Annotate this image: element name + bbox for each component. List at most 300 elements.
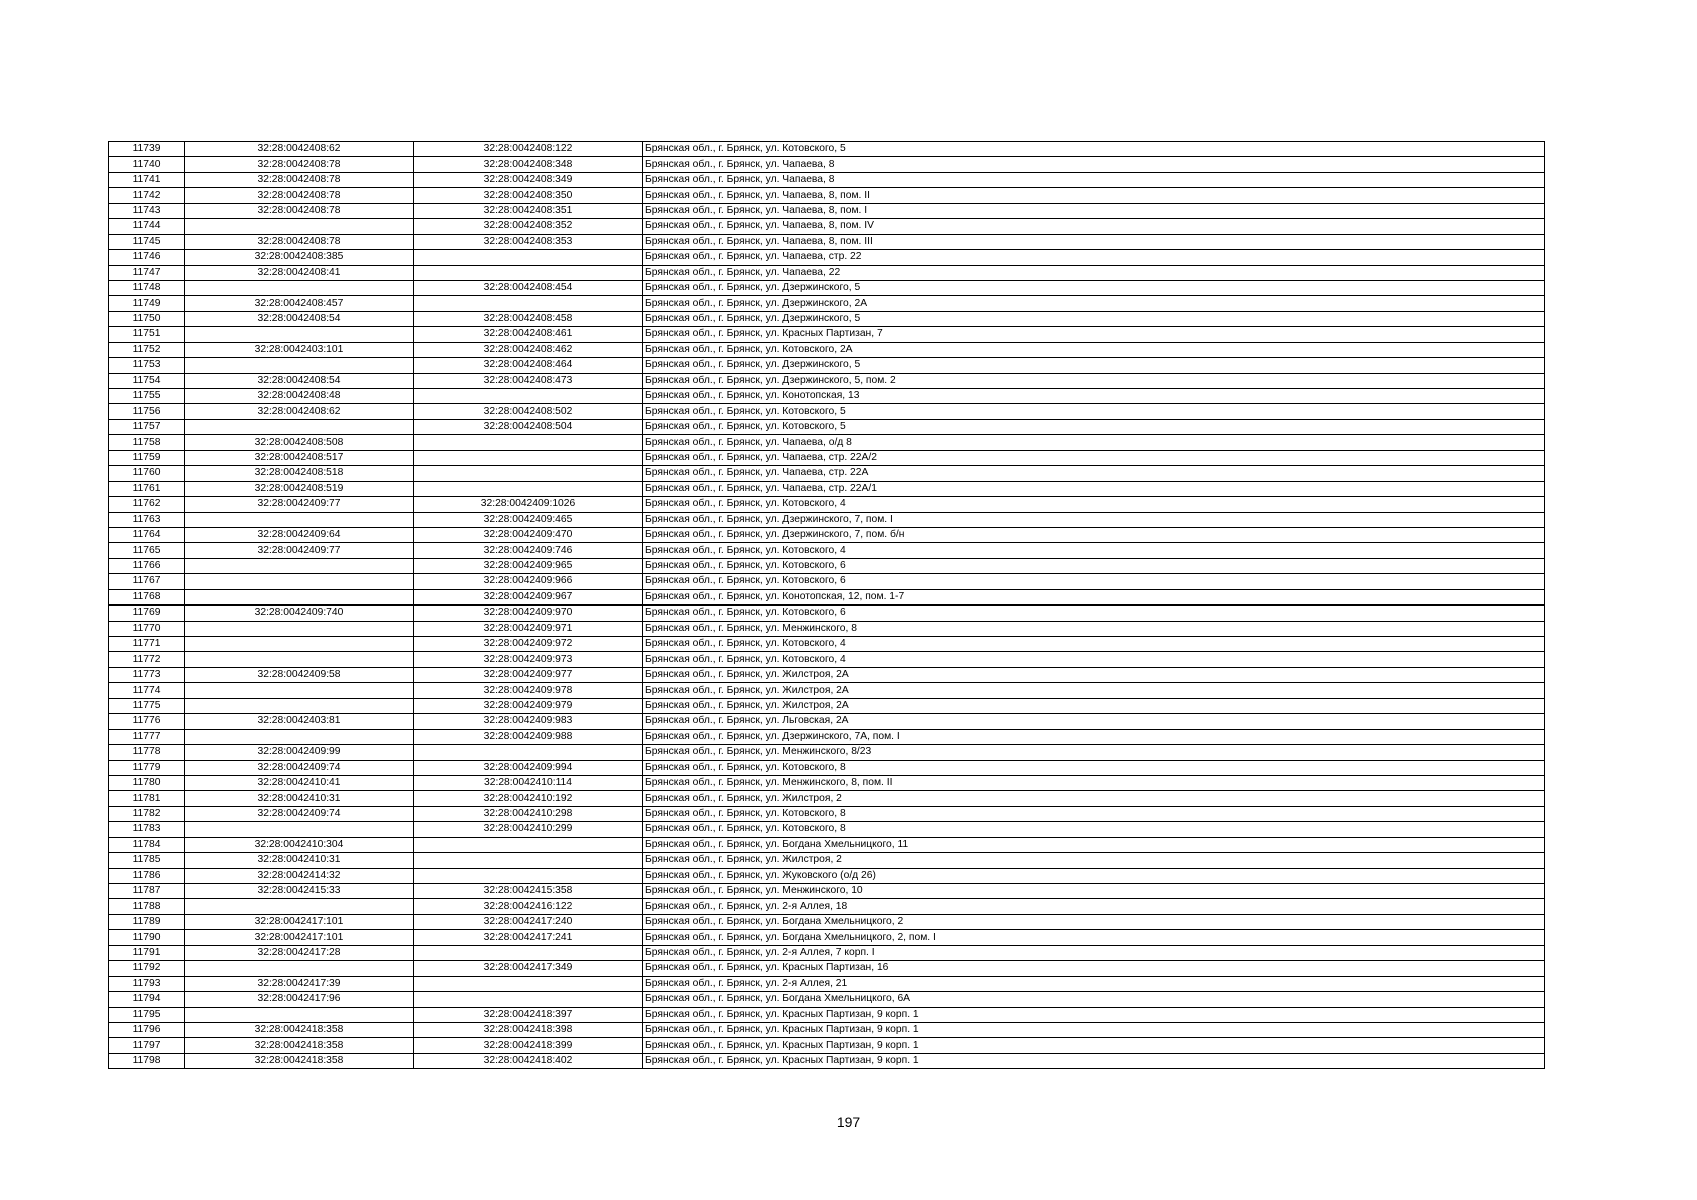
table-row [109, 745, 1545, 760]
object-number-cell: 32:28:0042409:966 [414, 574, 643, 589]
row-number-cell: 11751 [109, 327, 185, 342]
table-row [109, 714, 1545, 729]
table-row [109, 589, 1545, 605]
address-cell: Брянская обл., г. Брянск, ул. Котовского, 8 [643, 760, 1545, 775]
object-number-cell: 32:28:0042418:402 [414, 1053, 643, 1068]
table-row [109, 976, 1545, 991]
table-row [109, 419, 1545, 434]
address-cell: Брянская обл., г. Брянск, ул. Жилстроя, 2А [643, 667, 1545, 682]
address-cell: Брянская обл., г. Брянск, ул. Чапаева, 8, пом. II [643, 188, 1545, 203]
address-cell: Брянская обл., г. Брянск, ул. Чапаева, 8, пом. I [643, 203, 1545, 218]
object-number-cell: 32:28:0042409:983 [414, 714, 643, 729]
row-number-cell: 11775 [109, 698, 185, 713]
object-number-cell [414, 745, 643, 760]
address-cell: Брянская обл., г. Брянск, ул. Конотопская, 13 [643, 389, 1545, 404]
table-row [109, 698, 1545, 713]
address-cell: Брянская обл., г. Брянск, ул. Менжинского, 8, пом. II [643, 775, 1545, 790]
table-row [109, 1007, 1545, 1022]
object-number-cell [414, 435, 643, 450]
object-number-cell [414, 250, 643, 265]
row-number-cell: 11753 [109, 358, 185, 373]
table-row [109, 868, 1545, 883]
row-number-cell: 11763 [109, 512, 185, 527]
row-number-cell: 11767 [109, 574, 185, 589]
row-number-cell: 11765 [109, 543, 185, 558]
parcel-number-cell: 32:28:0042409:64 [185, 527, 414, 542]
row-number-cell: 11758 [109, 435, 185, 450]
object-number-cell: 32:28:0042408:351 [414, 203, 643, 218]
parcel-number-cell [185, 899, 414, 914]
parcel-number-cell [185, 683, 414, 698]
row-number-cell: 11794 [109, 992, 185, 1007]
parcel-number-cell: 32:28:0042408:48 [185, 389, 414, 404]
parcel-number-cell [185, 358, 414, 373]
address-cell: Брянская обл., г. Брянск, ул. Котовского, 2А [643, 342, 1545, 357]
table-row [109, 527, 1545, 542]
parcel-number-cell: 32:28:0042418:358 [185, 1022, 414, 1037]
address-cell: Брянская обл., г. Брянск, ул. Дзержинского, 2А [643, 296, 1545, 311]
row-number-cell: 11755 [109, 389, 185, 404]
row-number-cell: 11754 [109, 373, 185, 388]
parcel-number-cell: 32:28:0042417:96 [185, 992, 414, 1007]
parcel-number-cell: 32:28:0042409:74 [185, 806, 414, 821]
object-number-cell: 32:28:0042408:462 [414, 342, 643, 357]
address-cell: Брянская обл., г. Брянск, ул. Льговская, 2А [643, 714, 1545, 729]
address-cell: Брянская обл., г. Брянск, ул. Котовского, 4 [643, 543, 1545, 558]
table-row [109, 899, 1545, 914]
object-number-cell: 32:28:0042408:461 [414, 327, 643, 342]
object-number-cell: 32:28:0042415:358 [414, 884, 643, 899]
object-number-cell [414, 389, 643, 404]
table-row [109, 219, 1545, 234]
address-cell: Брянская обл., г. Брянск, ул. 2-я Аллея, 18 [643, 899, 1545, 914]
address-cell: Брянская обл., г. Брянск, ул. Жуковского (о/д 26) [643, 868, 1545, 883]
object-number-cell: 32:28:0042409:977 [414, 667, 643, 682]
address-cell: Брянская обл., г. Брянск, ул. Котовского, 4 [643, 652, 1545, 667]
parcel-number-cell: 32:28:0042417:101 [185, 914, 414, 929]
row-number-cell: 11798 [109, 1053, 185, 1068]
row-number-cell: 11781 [109, 791, 185, 806]
table-row [109, 373, 1545, 388]
row-number-cell: 11759 [109, 450, 185, 465]
row-number-cell: 11797 [109, 1038, 185, 1053]
address-cell: Брянская обл., г. Брянск, ул. Менжинского, 10 [643, 884, 1545, 899]
table-row [109, 637, 1545, 652]
parcel-number-cell [185, 729, 414, 744]
table-row [109, 1038, 1545, 1053]
parcel-number-cell: 32:28:0042408:62 [185, 142, 414, 157]
row-number-cell: 11771 [109, 637, 185, 652]
parcel-number-cell: 32:28:0042408:457 [185, 296, 414, 311]
table-row [109, 775, 1545, 790]
row-number-cell: 11769 [109, 605, 185, 621]
address-cell: Брянская обл., г. Брянск, ул. Жилстроя, 2А [643, 683, 1545, 698]
row-number-cell: 11760 [109, 466, 185, 481]
row-number-cell: 11761 [109, 481, 185, 496]
row-number-cell: 11785 [109, 853, 185, 868]
parcel-number-cell [185, 419, 414, 434]
row-number-cell: 11774 [109, 683, 185, 698]
row-number-cell: 11788 [109, 899, 185, 914]
row-number-cell: 11741 [109, 172, 185, 187]
address-cell: Брянская обл., г. Брянск, ул. Дзержинского, 7А, пом. I [643, 729, 1545, 744]
address-cell: Брянская обл., г. Брянск, ул. Дзержинского, 7, пом. б/н [643, 527, 1545, 542]
table-row [109, 683, 1545, 698]
object-number-cell: 32:28:0042418:397 [414, 1007, 643, 1022]
row-number-cell: 11777 [109, 729, 185, 744]
parcel-number-cell: 32:28:0042408:41 [185, 265, 414, 280]
parcel-number-cell [185, 822, 414, 837]
table-row [109, 884, 1545, 899]
address-cell: Брянская обл., г. Брянск, ул. Котовского, 5 [643, 404, 1545, 419]
parcel-number-cell: 32:28:0042408:78 [185, 234, 414, 249]
parcel-number-cell: 32:28:0042408:78 [185, 172, 414, 187]
address-cell: Брянская обл., г. Брянск, ул. Богдана Хмельницкого, 2, пом. I [643, 930, 1545, 945]
address-cell: Брянская обл., г. Брянск, ул. Котовского, 4 [643, 497, 1545, 512]
table-row [109, 296, 1545, 311]
registry-table-body [109, 142, 1545, 1069]
address-cell: Брянская обл., г. Брянск, ул. 2-я Аллея, 7 корп. I [643, 945, 1545, 960]
parcel-number-cell: 32:28:0042418:358 [185, 1038, 414, 1053]
parcel-number-cell: 32:28:0042408:78 [185, 188, 414, 203]
row-number-cell: 11780 [109, 775, 185, 790]
parcel-number-cell [185, 589, 414, 605]
object-number-cell [414, 837, 643, 852]
row-number-cell: 11773 [109, 667, 185, 682]
row-number-cell: 11743 [109, 203, 185, 218]
address-cell: Брянская обл., г. Брянск, ул. Котовского, 8 [643, 806, 1545, 821]
address-cell: Брянская обл., г. Брянск, ул. Чапаева, 8 [643, 157, 1545, 172]
address-cell: Брянская обл., г. Брянск, ул. Чапаева, 8, пом. IV [643, 219, 1545, 234]
parcel-number-cell: 32:28:0042409:77 [185, 497, 414, 512]
parcel-number-cell: 32:28:0042410:31 [185, 791, 414, 806]
table-row [109, 188, 1545, 203]
address-cell: Брянская обл., г. Брянск, ул. Чапаева, стр. 22А [643, 466, 1545, 481]
table-row [109, 481, 1545, 496]
row-number-cell: 11795 [109, 1007, 185, 1022]
row-number-cell: 11796 [109, 1022, 185, 1037]
object-number-cell: 32:28:0042408:504 [414, 419, 643, 434]
table-row [109, 729, 1545, 744]
row-number-cell: 11744 [109, 219, 185, 234]
table-row [109, 280, 1545, 295]
address-cell: Брянская обл., г. Брянск, ул. Чапаева, о/д 8 [643, 435, 1545, 450]
row-number-cell: 11756 [109, 404, 185, 419]
address-cell: Брянская обл., г. Брянск, ул. Красных Партизан, 16 [643, 961, 1545, 976]
table-row [109, 466, 1545, 481]
parcel-number-cell: 32:28:0042408:78 [185, 203, 414, 218]
row-number-cell: 11776 [109, 714, 185, 729]
table-row [109, 930, 1545, 945]
parcel-number-cell [185, 280, 414, 295]
address-cell: Брянская обл., г. Брянск, ул. Красных Партизан, 7 [643, 327, 1545, 342]
object-number-cell: 32:28:0042409:978 [414, 683, 643, 698]
table-row [109, 342, 1545, 357]
address-cell: Брянская обл., г. Брянск, ул. Котовского, 6 [643, 574, 1545, 589]
registry-table [108, 141, 1545, 1069]
row-number-cell: 11766 [109, 558, 185, 573]
address-cell: Брянская обл., г. Брянск, ул. Дзержинского, 5 [643, 280, 1545, 295]
parcel-number-cell: 32:28:0042409:99 [185, 745, 414, 760]
parcel-number-cell [185, 652, 414, 667]
object-number-cell: 32:28:0042410:114 [414, 775, 643, 790]
address-cell: Брянская обл., г. Брянск, ул. Дзержинского, 5 [643, 311, 1545, 326]
parcel-number-cell: 32:28:0042408:54 [185, 311, 414, 326]
object-number-cell: 32:28:0042409:746 [414, 543, 643, 558]
row-number-cell: 11764 [109, 527, 185, 542]
parcel-number-cell: 32:28:0042417:28 [185, 945, 414, 960]
object-number-cell: 32:28:0042409:965 [414, 558, 643, 573]
object-number-cell: 32:28:0042409:967 [414, 589, 643, 605]
parcel-number-cell: 32:28:0042410:41 [185, 775, 414, 790]
table-row [109, 1022, 1545, 1037]
row-number-cell: 11772 [109, 652, 185, 667]
table-row [109, 389, 1545, 404]
row-number-cell: 11791 [109, 945, 185, 960]
table-row [109, 512, 1545, 527]
row-number-cell: 11742 [109, 188, 185, 203]
object-number-cell: 32:28:0042409:470 [414, 527, 643, 542]
address-cell: Брянская обл., г. Брянск, ул. Котовского, 8 [643, 822, 1545, 837]
address-cell: Брянская обл., г. Брянск, ул. Котовского, 4 [643, 637, 1545, 652]
table-row [109, 358, 1545, 373]
parcel-number-cell: 32:28:0042417:101 [185, 930, 414, 945]
object-number-cell: 32:28:0042416:122 [414, 899, 643, 914]
address-cell: Брянская обл., г. Брянск, ул. Чапаева, стр. 22А/1 [643, 481, 1545, 496]
row-number-cell: 11752 [109, 342, 185, 357]
object-number-cell: 32:28:0042408:464 [414, 358, 643, 373]
table-row [109, 311, 1545, 326]
object-number-cell: 32:28:0042409:988 [414, 729, 643, 744]
row-number-cell: 11757 [109, 419, 185, 434]
parcel-number-cell: 32:28:0042415:33 [185, 884, 414, 899]
address-cell: Брянская обл., г. Брянск, ул. Красных Партизан, 9 корп. 1 [643, 1007, 1545, 1022]
row-number-cell: 11778 [109, 745, 185, 760]
table-row [109, 234, 1545, 249]
address-cell: Брянская обл., г. Брянск, ул. Красных Партизан, 9 корп. 1 [643, 1022, 1545, 1037]
table-row [109, 558, 1545, 573]
object-number-cell: 32:28:0042409:971 [414, 621, 643, 636]
row-number-cell: 11740 [109, 157, 185, 172]
object-number-cell: 32:28:0042409:465 [414, 512, 643, 527]
table-row [109, 652, 1545, 667]
table-row [109, 327, 1545, 342]
object-number-cell: 32:28:0042408:458 [414, 311, 643, 326]
row-number-cell: 11784 [109, 837, 185, 852]
table-row [109, 806, 1545, 821]
object-number-cell: 32:28:0042408:353 [414, 234, 643, 249]
address-cell: Брянская обл., г. Брянск, ул. Конотопская, 12, пом. 1-7 [643, 589, 1545, 605]
object-number-cell: 32:28:0042409:973 [414, 652, 643, 667]
table-row [109, 791, 1545, 806]
table-row [109, 605, 1545, 621]
table-row [109, 837, 1545, 852]
address-cell: Брянская обл., г. Брянск, ул. Жилстроя, 2А [643, 698, 1545, 713]
row-number-cell: 11739 [109, 142, 185, 157]
object-number-cell: 32:28:0042417:349 [414, 961, 643, 976]
parcel-number-cell [185, 961, 414, 976]
parcel-number-cell: 32:28:0042403:81 [185, 714, 414, 729]
table-row [109, 142, 1545, 157]
parcel-number-cell: 32:28:0042409:58 [185, 667, 414, 682]
object-number-cell: 32:28:0042408:122 [414, 142, 643, 157]
address-cell: Брянская обл., г. Брянск, ул. Чапаева, стр. 22 [643, 250, 1545, 265]
object-number-cell: 32:28:0042410:298 [414, 806, 643, 821]
table-row [109, 157, 1545, 172]
object-number-cell: 32:28:0042409:972 [414, 637, 643, 652]
row-number-cell: 11748 [109, 280, 185, 295]
address-cell: Брянская обл., г. Брянск, ул. Богдана Хмельницкого, 6А [643, 992, 1545, 1007]
object-number-cell: 32:28:0042410:299 [414, 822, 643, 837]
parcel-number-cell: 32:28:0042408:508 [185, 435, 414, 450]
address-cell: Брянская обл., г. Брянск, ул. Богдана Хмельницкого, 2 [643, 914, 1545, 929]
parcel-number-cell: 32:28:0042410:31 [185, 853, 414, 868]
object-number-cell: 32:28:0042418:398 [414, 1022, 643, 1037]
row-number-cell: 11792 [109, 961, 185, 976]
table-row [109, 203, 1545, 218]
row-number-cell: 11783 [109, 822, 185, 837]
parcel-number-cell: 32:28:0042408:519 [185, 481, 414, 496]
object-number-cell: 32:28:0042409:979 [414, 698, 643, 713]
page-number: 197 [836, 1114, 861, 1130]
row-number-cell: 11779 [109, 760, 185, 775]
object-number-cell: 32:28:0042417:240 [414, 914, 643, 929]
parcel-number-cell [185, 637, 414, 652]
row-number-cell: 11786 [109, 868, 185, 883]
object-number-cell: 32:28:0042409:1026 [414, 497, 643, 512]
object-number-cell [414, 450, 643, 465]
address-cell: Брянская обл., г. Брянск, ул. Котовского, 5 [643, 419, 1545, 434]
object-number-cell: 32:28:0042409:970 [414, 605, 643, 621]
table-row [109, 760, 1545, 775]
parcel-number-cell: 32:28:0042403:101 [185, 342, 414, 357]
object-number-cell [414, 296, 643, 311]
parcel-number-cell: 32:28:0042409:740 [185, 605, 414, 621]
parcel-number-cell [185, 327, 414, 342]
table-row [109, 992, 1545, 1007]
table-row [109, 435, 1545, 450]
parcel-number-cell: 32:28:0042408:54 [185, 373, 414, 388]
object-number-cell: 32:28:0042418:399 [414, 1038, 643, 1053]
address-cell: Брянская обл., г. Брянск, ул. Менжинского, 8/23 [643, 745, 1545, 760]
table-row [109, 450, 1545, 465]
parcel-number-cell [185, 1007, 414, 1022]
table-row [109, 404, 1545, 419]
address-cell: Брянская обл., г. Брянск, ул. Дзержинского, 5, пом. 2 [643, 373, 1545, 388]
object-number-cell [414, 976, 643, 991]
object-number-cell: 32:28:0042408:502 [414, 404, 643, 419]
parcel-number-cell: 32:28:0042409:77 [185, 543, 414, 558]
parcel-number-cell: 32:28:0042408:385 [185, 250, 414, 265]
row-number-cell: 11762 [109, 497, 185, 512]
object-number-cell: 32:28:0042408:473 [414, 373, 643, 388]
table-row [109, 961, 1545, 976]
address-cell: Брянская обл., г. Брянск, ул. Красных Партизан, 9 корп. 1 [643, 1038, 1545, 1053]
address-cell: Брянская обл., г. Брянск, ул. Дзержинского, 5 [643, 358, 1545, 373]
object-number-cell: 32:28:0042408:350 [414, 188, 643, 203]
object-number-cell [414, 868, 643, 883]
parcel-number-cell: 32:28:0042408:518 [185, 466, 414, 481]
row-number-cell: 11782 [109, 806, 185, 821]
parcel-number-cell: 32:28:0042408:62 [185, 404, 414, 419]
row-number-cell: 11747 [109, 265, 185, 280]
table-row [109, 667, 1545, 682]
parcel-number-cell: 32:28:0042408:78 [185, 157, 414, 172]
address-cell: Брянская обл., г. Брянск, ул. Богдана Хмельницкого, 11 [643, 837, 1545, 852]
row-number-cell: 11789 [109, 914, 185, 929]
object-number-cell [414, 481, 643, 496]
object-number-cell [414, 466, 643, 481]
table-row [109, 497, 1545, 512]
row-number-cell: 11787 [109, 884, 185, 899]
table-row [109, 853, 1545, 868]
parcel-number-cell: 32:28:0042408:517 [185, 450, 414, 465]
object-number-cell [414, 265, 643, 280]
object-number-cell: 32:28:0042417:241 [414, 930, 643, 945]
object-number-cell [414, 992, 643, 1007]
address-cell: Брянская обл., г. Брянск, ул. Красных Партизан, 9 корп. 1 [643, 1053, 1545, 1068]
address-cell: Брянская обл., г. Брянск, ул. Котовского, 6 [643, 558, 1545, 573]
row-number-cell: 11749 [109, 296, 185, 311]
parcel-number-cell [185, 698, 414, 713]
parcel-number-cell: 32:28:0042409:74 [185, 760, 414, 775]
parcel-number-cell [185, 574, 414, 589]
table-row [109, 822, 1545, 837]
parcel-number-cell [185, 558, 414, 573]
object-number-cell: 32:28:0042408:349 [414, 172, 643, 187]
parcel-number-cell: 32:28:0042414:32 [185, 868, 414, 883]
object-number-cell: 32:28:0042410:192 [414, 791, 643, 806]
table-row [109, 621, 1545, 636]
address-cell: Брянская обл., г. Брянск, ул. Менжинского, 8 [643, 621, 1545, 636]
row-number-cell: 11745 [109, 234, 185, 249]
address-cell: Брянская обл., г. Брянск, ул. 2-я Аллея, 21 [643, 976, 1545, 991]
address-cell: Брянская обл., г. Брянск, ул. Жилстроя, 2 [643, 853, 1545, 868]
address-cell: Брянская обл., г. Брянск, ул. Чапаева, 8 [643, 172, 1545, 187]
object-number-cell: 32:28:0042408:454 [414, 280, 643, 295]
address-cell: Брянская обл., г. Брянск, ул. Котовского, 5 [643, 142, 1545, 157]
row-number-cell: 11768 [109, 589, 185, 605]
address-cell: Брянская обл., г. Брянск, ул. Котовского, 6 [643, 605, 1545, 621]
address-cell: Брянская обл., г. Брянск, ул. Чапаева, стр. 22А/2 [643, 450, 1545, 465]
parcel-number-cell: 32:28:0042410:304 [185, 837, 414, 852]
parcel-number-cell: 32:28:0042417:39 [185, 976, 414, 991]
row-number-cell: 11746 [109, 250, 185, 265]
table-row [109, 574, 1545, 589]
row-number-cell: 11793 [109, 976, 185, 991]
row-number-cell: 11750 [109, 311, 185, 326]
row-number-cell: 11770 [109, 621, 185, 636]
object-number-cell [414, 853, 643, 868]
table-row [109, 914, 1545, 929]
parcel-number-cell: 32:28:0042418:358 [185, 1053, 414, 1068]
parcel-number-cell [185, 512, 414, 527]
parcel-number-cell [185, 621, 414, 636]
table-row [109, 945, 1545, 960]
address-cell: Брянская обл., г. Брянск, ул. Чапаева, 22 [643, 265, 1545, 280]
object-number-cell: 32:28:0042408:352 [414, 219, 643, 234]
object-number-cell [414, 945, 643, 960]
address-cell: Брянская обл., г. Брянск, ул. Жилстроя, 2 [643, 791, 1545, 806]
parcel-number-cell [185, 219, 414, 234]
table-row [109, 250, 1545, 265]
object-number-cell: 32:28:0042409:994 [414, 760, 643, 775]
table-row [109, 543, 1545, 558]
address-cell: Брянская обл., г. Брянск, ул. Чапаева, 8, пом. III [643, 234, 1545, 249]
address-cell: Брянская обл., г. Брянск, ул. Дзержинского, 7, пом. I [643, 512, 1545, 527]
object-number-cell: 32:28:0042408:348 [414, 157, 643, 172]
row-number-cell: 11790 [109, 930, 185, 945]
